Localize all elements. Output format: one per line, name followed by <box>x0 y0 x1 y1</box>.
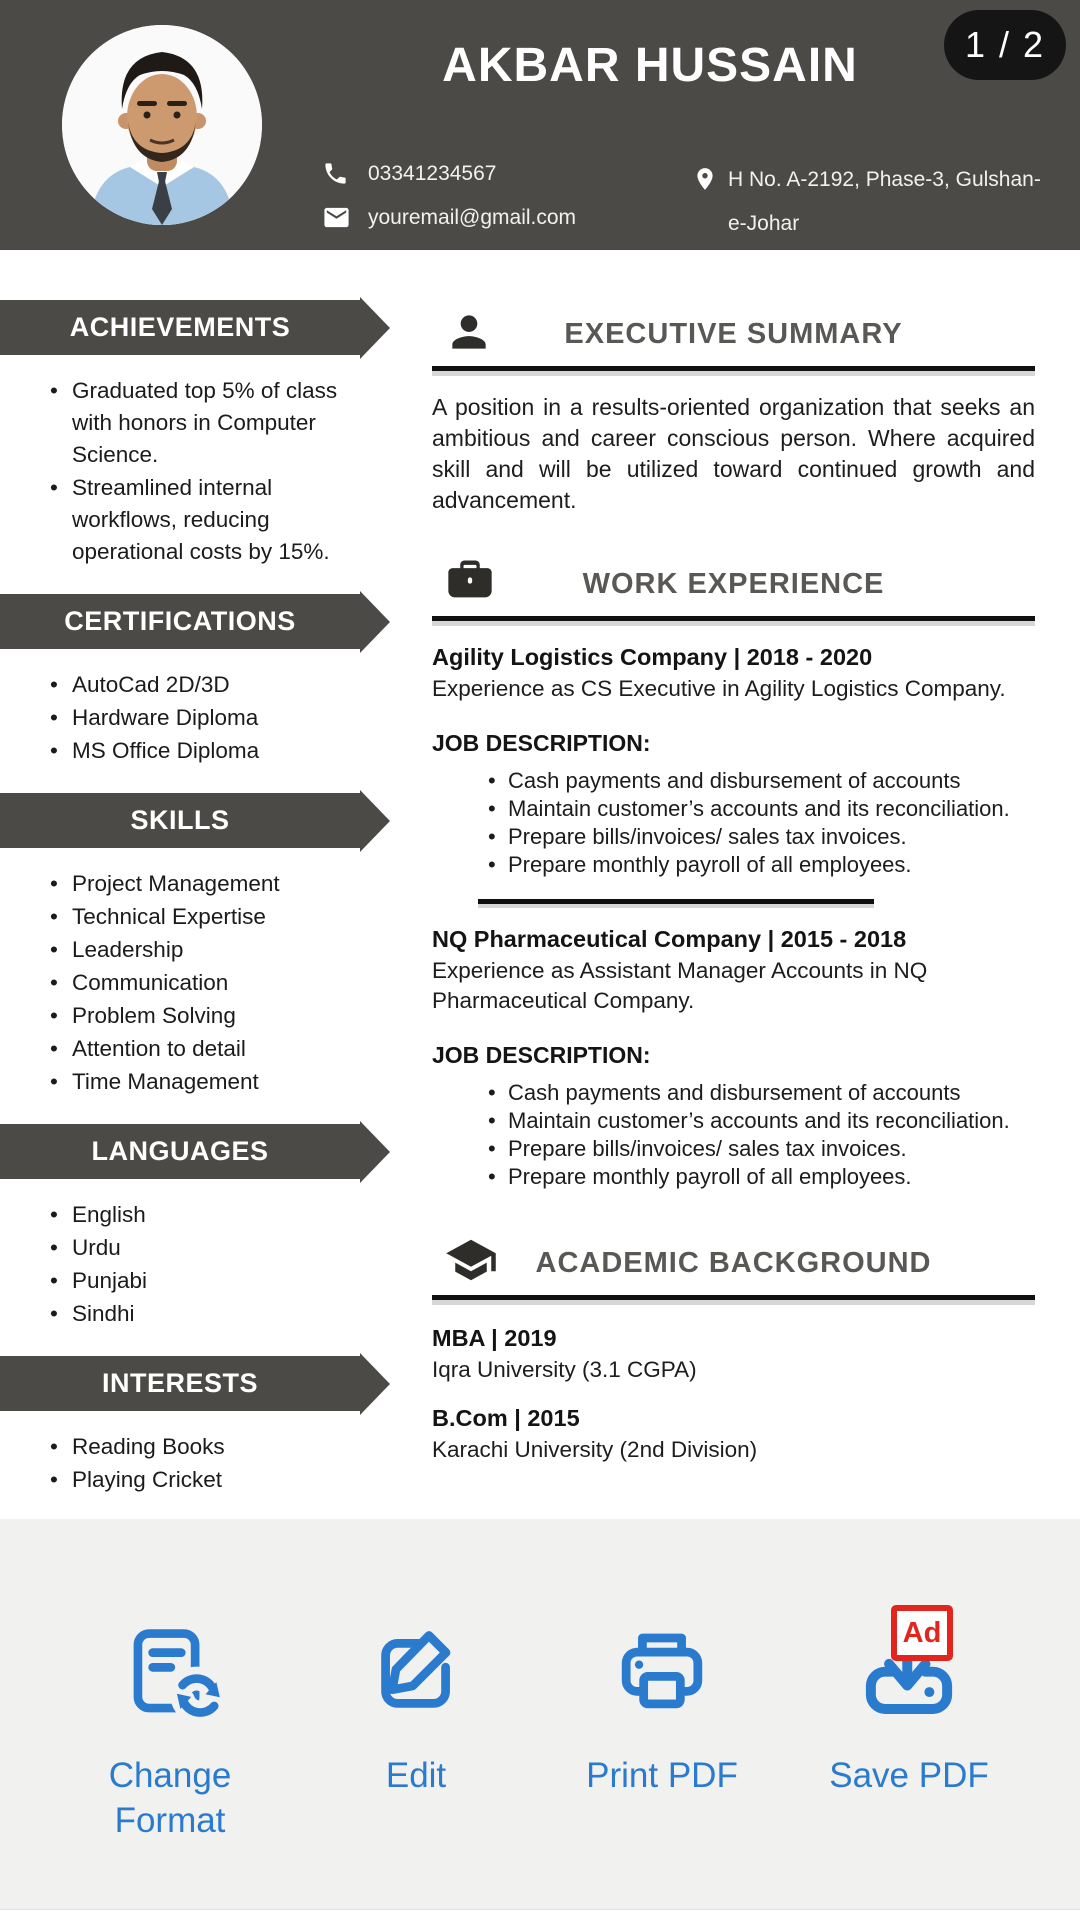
section-executive-summary <box>432 302 1035 516</box>
section-header <box>432 1231 1035 1295</box>
sidebar-section-skills <box>0 793 400 1098</box>
list-item: • Cash payments and disbursement of accounts <box>488 1079 1035 1107</box>
resume-page <box>0 250 1080 1519</box>
section-header <box>432 552 1035 616</box>
resume-main-column <box>432 250 1035 1465</box>
section-banner <box>0 1356 360 1411</box>
mail-icon <box>322 203 356 232</box>
list-item: • Graduated top 5% of class with honors in Computer Science. <box>50 375 350 471</box>
phone-icon <box>322 160 356 187</box>
list-item: • Communication <box>50 967 350 999</box>
action-label: Save PDF <box>829 1756 989 1795</box>
bottom-strip <box>0 1909 1080 1920</box>
list-item: • Playing Cricket <box>50 1464 350 1496</box>
job-heading: Agility Logistics Company | 2018 - 2020 <box>432 644 873 670</box>
list-item: • Cash payments and disbursement of accounts <box>488 767 1035 795</box>
languages-list <box>0 1199 350 1330</box>
job-bullets <box>432 767 1035 879</box>
phone-row <box>322 160 496 187</box>
list-item: • Urdu <box>50 1232 350 1264</box>
save-pdf-icon <box>857 1616 961 1727</box>
print-icon <box>612 1619 712 1727</box>
bottom-action-bar <box>0 1519 1080 1909</box>
job-subheading: Experience as CS Executive in Agility Logistics Company. <box>432 676 1006 701</box>
action-label: Edit <box>385 1756 447 1795</box>
section-banner-label: CERTIFICATIONS <box>64 606 296 636</box>
summary-text: A position in a results-oriented organization that seeks an ambitious and career conscious person. Where acquired skill and will be utilized toward continued growth and advancement. <box>432 394 1035 513</box>
profile-photo <box>62 25 262 225</box>
section-title: ACADEMIC BACKGROUND <box>535 1247 932 1279</box>
list-item: • Streamlined internal workflows, reducing operational costs by 15%. <box>50 472 350 568</box>
list-item: • AutoCad 2D/3D <box>50 669 350 701</box>
institution: Karachi University (2nd Division) <box>432 1437 758 1462</box>
section-banner <box>0 793 360 848</box>
section-banner <box>0 594 360 649</box>
degree: MBA | 2019 <box>432 1325 557 1351</box>
list-item: • Maintain customer’s accounts and its reconciliation. <box>488 795 1035 823</box>
list-item: • Prepare bills/invoices/ sales tax invoices. <box>488 1135 1035 1163</box>
section-banner-label: LANGUAGES <box>91 1136 269 1166</box>
institution: Iqra University (3.1 CGPA) <box>432 1357 697 1382</box>
job-divider <box>478 899 874 908</box>
list-item: • Leadership <box>50 934 350 966</box>
print-pdf-button[interactable] <box>547 1619 777 1798</box>
section-title: EXECUTIVE SUMMARY <box>564 318 903 350</box>
certifications-list <box>0 669 350 767</box>
job-description-label: JOB DESCRIPTION: <box>432 730 651 756</box>
action-label: Change Format <box>108 1756 232 1840</box>
job-entry-1 <box>432 642 1035 879</box>
list-item: • Problem Solving <box>50 1000 350 1032</box>
list-item: • Maintain customer’s accounts and its reconciliation. <box>488 1107 1035 1135</box>
list-item: • Technical Expertise <box>50 901 350 933</box>
list-item: • English <box>50 1199 350 1231</box>
section-title: WORK EXPERIENCE <box>582 568 885 600</box>
action-label: Print PDF <box>586 1756 738 1795</box>
resume-sidebar <box>0 250 400 1522</box>
job-subheading: Experience as Assistant Manager Accounts in NQ Pharmaceutical Company. <box>432 958 928 1013</box>
email-row <box>322 203 576 232</box>
profile-photo-illustration <box>62 25 262 225</box>
edit-button[interactable] <box>301 1619 531 1798</box>
section-banner-label: SKILLS <box>130 805 230 835</box>
resume-header <box>0 0 1080 250</box>
list-item: • Punjabi <box>50 1265 350 1297</box>
job-description-label: JOB DESCRIPTION: <box>432 1042 651 1068</box>
ad-badge: Ad <box>891 1605 953 1661</box>
achievements-list <box>0 375 350 568</box>
page-indicator-badge: 1 / 2 <box>944 10 1066 80</box>
list-item: • Prepare monthly payroll of all employees. <box>488 1163 1035 1191</box>
section-rule-shadow <box>432 371 1035 376</box>
list-item: • MS Office Diploma <box>50 735 350 767</box>
list-item: • Attention to detail <box>50 1033 350 1065</box>
save-pdf-button[interactable] <box>794 1616 1024 1798</box>
list-item: • Prepare bills/invoices/ sales tax invoices. <box>488 823 1035 851</box>
skills-list <box>0 868 350 1098</box>
section-work-experience <box>432 552 1035 1191</box>
list-item: • Sindhi <box>50 1298 350 1330</box>
list-item: • Prepare monthly payroll of all employees. <box>488 851 1035 879</box>
sidebar-section-certifications <box>0 594 400 767</box>
job-heading: NQ Pharmaceutical Company | 2015 - 2018 <box>432 926 907 952</box>
address-line-1: H No. A-2192, Phase-3, Gulshan-e-Johar <box>728 168 1041 235</box>
phone-number: 03341234567 <box>368 161 497 185</box>
list-item: • Reading Books <box>50 1431 350 1463</box>
section-banner-label: ACHIEVEMENTS <box>69 312 291 342</box>
briefcase-icon <box>444 554 496 611</box>
location-pin-icon <box>692 162 718 212</box>
change-format-button[interactable] <box>55 1619 285 1843</box>
section-academic-background <box>432 1231 1035 1465</box>
sidebar-section-achievements <box>0 300 400 568</box>
interests-list <box>0 1431 350 1496</box>
section-header <box>432 302 1035 366</box>
list-item: • Hardware Diploma <box>50 702 350 734</box>
education-entry-1 <box>432 1323 1035 1385</box>
person-icon <box>444 304 494 365</box>
list-item: • Project Management <box>50 868 350 900</box>
sidebar-section-interests <box>0 1356 400 1496</box>
change-format-icon <box>118 1619 222 1727</box>
section-rule-shadow <box>432 621 1035 626</box>
candidate-name: AKBAR HUSSAIN <box>442 39 858 92</box>
section-banner-label: INTERESTS <box>101 1368 259 1398</box>
edit-icon <box>366 1619 466 1727</box>
degree: B.Com | 2015 <box>432 1405 580 1431</box>
education-entry-2 <box>432 1403 1035 1465</box>
list-item: • Time Management <box>50 1066 350 1098</box>
job-bullets <box>432 1079 1035 1191</box>
section-rule-shadow <box>432 1300 1035 1305</box>
sidebar-section-languages <box>0 1124 400 1330</box>
section-banner <box>0 300 360 355</box>
graduation-cap-icon <box>444 1233 498 1292</box>
email-address: youremail@gmail.com <box>368 205 577 229</box>
job-entry-2 <box>432 924 1035 1191</box>
section-banner <box>0 1124 360 1179</box>
